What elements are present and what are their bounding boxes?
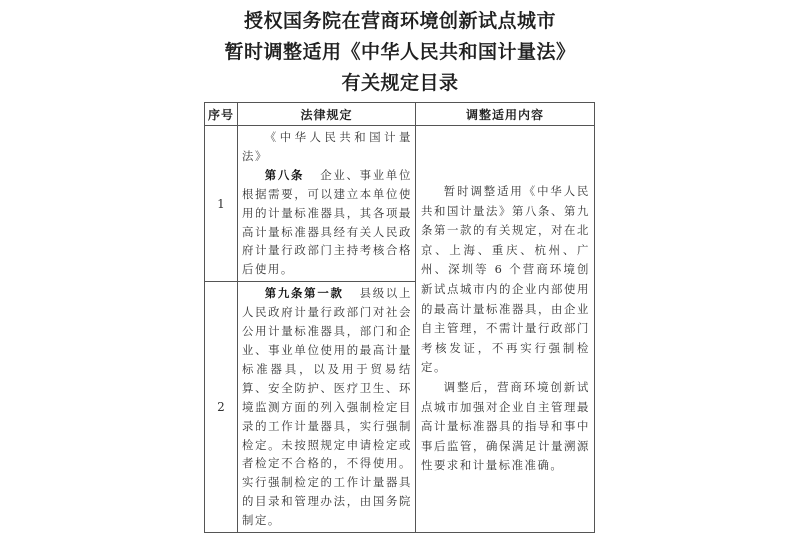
- article-spacer: [344, 286, 360, 300]
- document-title-line-2: 暂时调整适用《中华人民共和国计量法》: [224, 41, 576, 63]
- document-title-line-3: 有关规定目录: [341, 72, 459, 94]
- regulation-table: [204, 102, 595, 533]
- law-cell: [238, 126, 416, 282]
- adjustment-cell: [416, 126, 595, 533]
- article-label: 第九条第一款: [264, 286, 344, 301]
- row-number: 1: [205, 126, 238, 282]
- header-law: 法律规定: [238, 103, 416, 126]
- table-header-row: [205, 103, 595, 126]
- header-number: 序号: [205, 103, 238, 126]
- law-name: 《中华人民共和国计量法》: [242, 130, 412, 163]
- law-cell: [238, 282, 416, 533]
- document-title-line-1: 授权国务院在营商环境创新试点城市: [243, 10, 556, 32]
- row-number: 2: [205, 282, 238, 533]
- article-body: 县级以上人民政府计量行政部门对社会公用计量标准器具，部门和企业、事业单位使用的最高计量标准器具，以及用于贸易结算、安全防护、医疗卫生、环境监测方面的列入强制检定目录的工作计量器具，实行强制检定。未按照规定申请检定或者检定不合格的，不得使用。实行强制检定的工作计量器具的目录和管理办法，由国务院制定。: [242, 286, 413, 528]
- article-body: 企业、事业单位根据需要，可以建立本单位使用的计量标准器具，其各项最高计量标准器具经有关人民政府计量行政部门主持考核合格后使用。: [242, 167, 412, 277]
- law-article-text: [242, 284, 412, 530]
- article-label: 第八条: [264, 167, 305, 182]
- adjustment-paragraph: 暂时调整适用《中华人民共和国计量法》第八条、第九条第一款的有关规定，对在北京、上海、重庆、杭州、广州、深圳等 6 个营商环境创新试点城市内的企业内部使用的最高计量标准器具，由企业自主管理，不需计量行政部门考核发证，不再实行强制检定。: [421, 184, 590, 375]
- article-spacer: [304, 168, 320, 182]
- table-row: [205, 126, 595, 282]
- adjustment-paragraph: 调整后，营商环境创新试点城市加强对企业自主管理最高计量标准器具的指导和事中事后监管，确保满足计量溯源性要求和计量标准准确。: [421, 380, 590, 473]
- law-article-text: [242, 166, 412, 279]
- header-adjustment: 调整适用内容: [416, 103, 595, 126]
